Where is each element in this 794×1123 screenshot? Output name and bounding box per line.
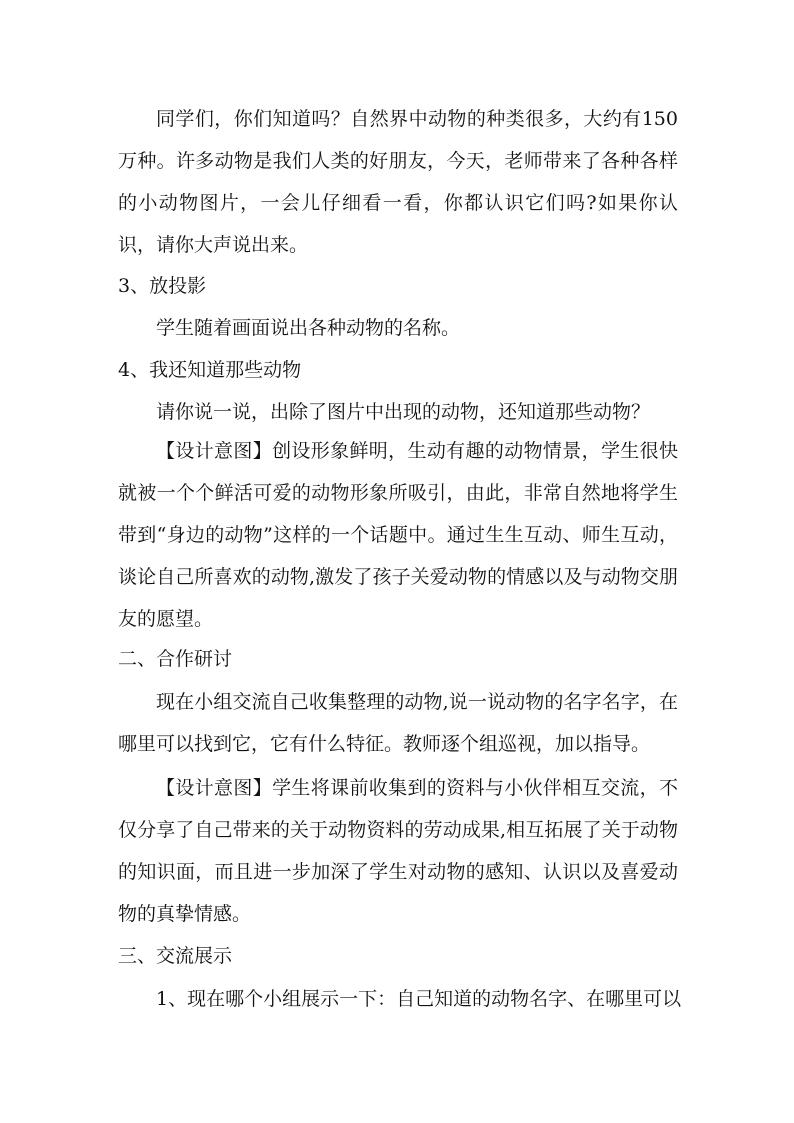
- design-intent-paragraph-2: 【设计意图】学生将课前收集到的资料与小伙伴相互交流，不仅分享了自己带来的关于动物资料的劳动成果,相互拓展了关于动物的知识面，而且进一步加深了学生对动物的感知、认识以及喜爱动物的真挚情感。: [118, 777, 678, 925]
- step-4-text: 请你说一说，出除了图片中出现的动物，还知道那些动物？: [156, 401, 651, 423]
- presentation-text: 1、现在哪个小组展示一下：自己知道的动物名字、在哪里可以: [156, 988, 682, 1010]
- group-discussion-paragraph: 现在小组交流自己收集整理的动物,说一说动物的名字名字，在哪里可以找到它，它有什么特征。教师逐个组巡视，加以指导。: [118, 691, 678, 755]
- step-3-heading: 3、放投影: [118, 275, 207, 297]
- design-intent-paragraph-1: 【设计意图】创设形象鲜明，生动有趣的动物情景，学生很快就被一个个鲜活可爱的动物形象所吸引，由此，非常自然地将学生带到“身边的动物”这样的一个话题中。通过生生互动、师生互动，谈论自己所喜欢的动物,激发了孩子关爱动物的情感以及与动物交朋友的愿望。: [118, 440, 678, 630]
- step-4-heading: 4、我还知道那些动物: [118, 359, 302, 381]
- intro-paragraph: 同学们，你们知道吗？自然界中动物的种类很多，大约有150万种。许多动物是我们人类的好朋友，今天，老师带来了各种各样的小动物图片，一会儿仔细看一看，你都认识它们吗?如果你认识，请你大声说出来。: [118, 108, 678, 256]
- step-3-text: 学生随着画面说出各种动物的名称。: [156, 317, 461, 339]
- section-3-heading: 三、交流展示: [118, 945, 233, 967]
- section-2-heading: 二、合作研讨: [118, 648, 233, 670]
